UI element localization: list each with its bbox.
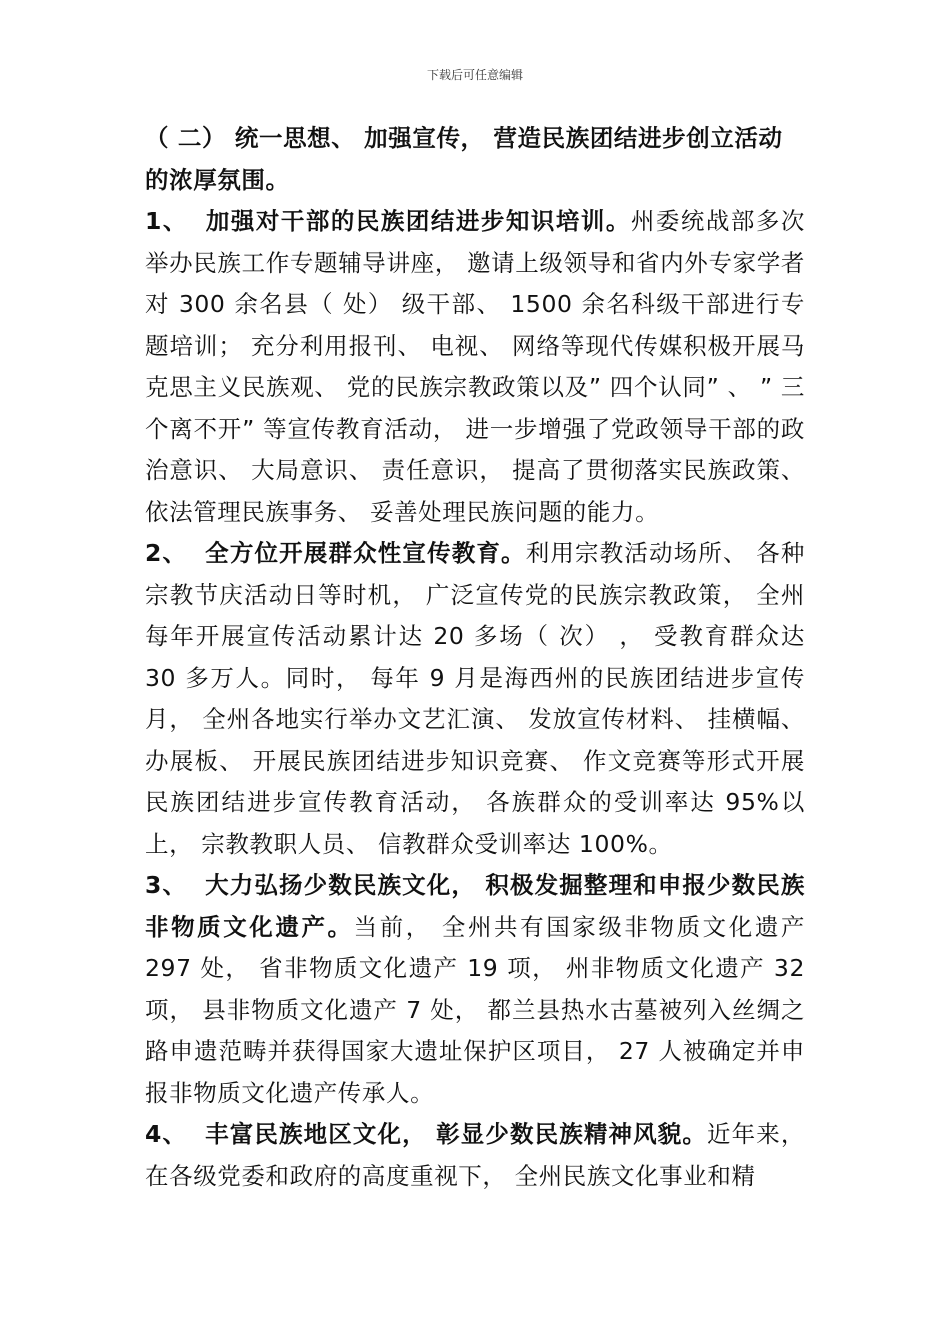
item-title: 全方位开展群众性宣传教育。 bbox=[205, 539, 526, 567]
item-number: 3、 bbox=[145, 871, 188, 899]
item-text: 利用宗教活动场所、 各种宗教节庆活动日等时机， 广泛宣传党的民族宗教政策， 全州每年开展宣传活动累计达 20 多场（ 次） ， 受教育群众达 30 多万人。同时， 每年 9 月是海西州的民族团结进步宣传月， 全州各地实行举办文艺汇演、 发放宣传材料、 挂横幅、 办展板、 开展民族团结进步知识竞赛、 作文竞赛等形式开展民族团结进步宣传教育活动， 各族群众的受训率达 95%以上， 宗教教职人员、 信教群众受训率达 100%。 bbox=[145, 539, 805, 858]
page-header: 下载后可任意编辑 bbox=[426, 68, 523, 82]
item-text: 近年来， 在各级党委和政府的高度重视下， 全州民族文化事业和精 bbox=[145, 1120, 805, 1190]
item-number: 2、 bbox=[145, 539, 188, 567]
list-item bbox=[145, 1114, 805, 1197]
item-title: 大力弘扬少数民族文化， 积极发掘整理和申报少数民族非物质文化遗产。 bbox=[145, 871, 805, 941]
item-number: 1、 bbox=[145, 207, 188, 235]
item-title: 加强对干部的民族团结进步知识培训。 bbox=[205, 207, 631, 235]
item-text: 州委统战部多次举办民族工作专题辅导讲座， 邀请上级领导和省内外专家学者对 300 余名县（ 处） 级干部、 1500 余名科级干部进行专题培训； 充分利用报刊、 电视、 网络等现代传媒积极开展马克思主义民族观、 党的民族宗教政策以及” 四个认同” 、 ” 三个离不开” 等宣传教育活动， 进一步增强了党政领导干部的政治意识、 大局意识、 责任意识， 提高了贯彻落实民族政策、 依法管理民族事务、 妥善处理民族问题的能力。 bbox=[145, 207, 805, 526]
list-item bbox=[145, 533, 805, 865]
item-text: 当前， 全州共有国家级非物质文化遗产 297 处， 省非物质文化遗产 19 项， 州非物质文化遗产 32 项， 县非物质文化遗产 7 处， 都兰县热水古墓被列入丝绸之路申遗范畴并获得国家大遗址保护区项目， 27 人被确定并申报非物质文化遗产传承人。 bbox=[145, 912, 805, 1107]
item-title: 丰富民族地区文化， 彰显少数民族精神风貌。 bbox=[205, 1120, 707, 1148]
section-heading: （ 二） 统一思想、 加强宣传， 营造民族团结进步创立活动的浓厚氛围。 bbox=[145, 124, 783, 194]
list-item bbox=[145, 201, 805, 533]
list-item bbox=[145, 865, 805, 1114]
item-number: 4、 bbox=[145, 1120, 188, 1148]
document-body bbox=[145, 118, 805, 1197]
